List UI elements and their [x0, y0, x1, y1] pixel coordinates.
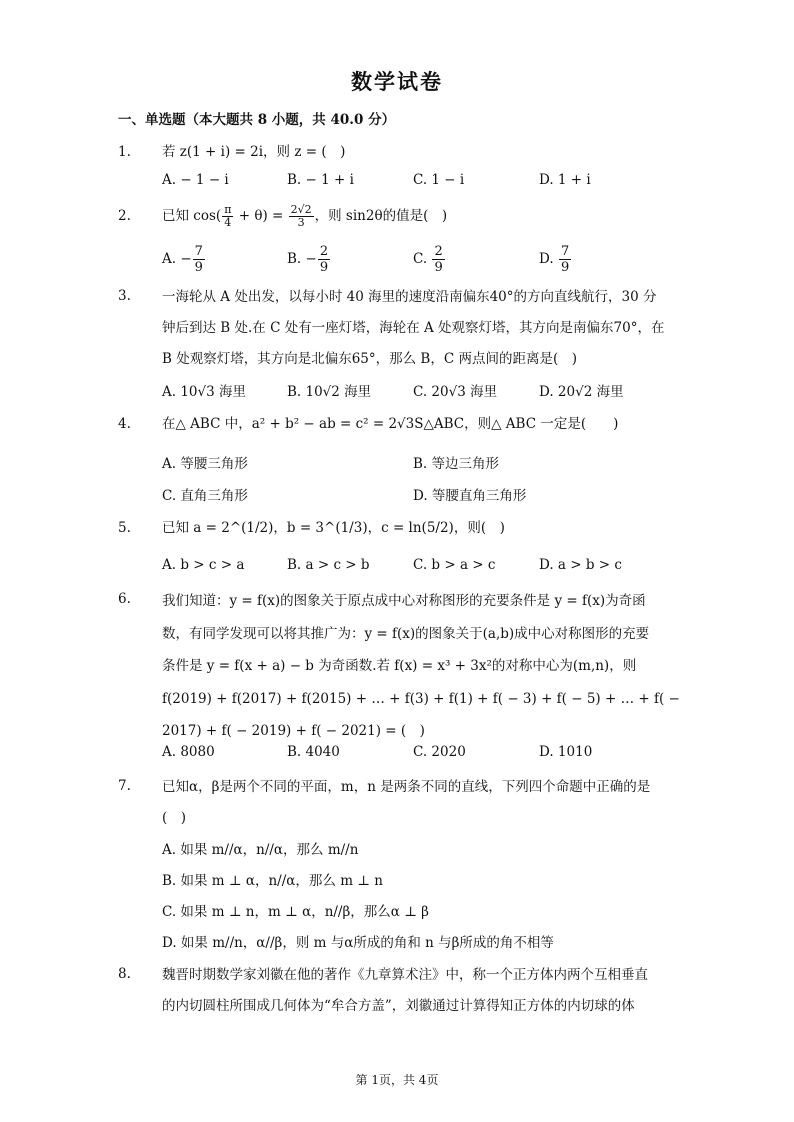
option-b: B. a > c > b — [287, 557, 370, 573]
option-c: C. b > a > c — [413, 557, 496, 573]
question-text: 在△ ABC 中，a² + b² − ab = c² = 2√3S△ABC，则△ ABC 一定是( ) — [162, 416, 619, 432]
question-text: 已知 a = 2^(1/2)，b = 3^(1/3)，c = ln(5/2)，则( ) — [162, 520, 505, 536]
text-line: 条件是 y = f(x + a) − b 为奇函数.若 f(x) = x³ + 3x²的对称中心为(m,n)，则 — [162, 658, 637, 674]
option-d — [539, 244, 572, 275]
option-a — [162, 244, 206, 275]
fraction-denominator: 9 — [194, 260, 203, 275]
option-d: D. 等腰直角三角形 — [413, 488, 527, 504]
text-line: ( ) — [162, 810, 187, 826]
option-d: D. 20√2 海里 — [539, 384, 624, 400]
question-number: 2. — [118, 208, 131, 224]
option-c: C. 20√3 海里 — [413, 384, 498, 400]
page-title: 数学试卷 — [351, 69, 443, 94]
fraction-denominator: 9 — [434, 260, 443, 275]
option-a: A. b > c > a — [162, 557, 245, 573]
question-text — [162, 282, 667, 375]
fraction-numerator: 7 — [560, 244, 570, 259]
fraction-denominator: 9 — [319, 260, 329, 275]
question-number: 5. — [118, 520, 131, 536]
question-text — [162, 772, 667, 834]
option-c: C. 直角三角形 — [162, 488, 248, 504]
option-b: B. 10√2 海里 — [287, 384, 372, 400]
option-b: B. − 1 + i — [287, 172, 354, 188]
question-number: 4. — [118, 416, 131, 432]
option-a: A. 10√3 海里 — [162, 384, 246, 400]
option-d: D. a > b > c — [539, 557, 622, 573]
option-a: A. 等腰三角形 — [162, 456, 248, 472]
text-line: 我们知道：y = f(x)的图象关于原点成中心对称图形的充要条件是 y = f(x)为奇函 — [162, 593, 646, 609]
text-line: 钟后到达 B 处.在 C 处有一座灯塔，海轮在 A 处观察灯塔，其方向是南偏东70°，在 — [162, 320, 665, 336]
option-label: D. — [539, 251, 554, 267]
fraction — [222, 204, 233, 229]
question-text — [162, 202, 667, 230]
question-text — [162, 585, 680, 748]
question-number: 7. — [118, 778, 131, 794]
text-fragment: 已知 cos( — [162, 208, 222, 224]
option-d: D. 1010 — [539, 744, 593, 760]
option-d: D. 如果 m//n，α//β，则 m 与α所成的角和 n 与β所成的角不相等 — [162, 935, 554, 951]
option-c — [413, 244, 446, 275]
fraction-numerator: 7 — [194, 244, 203, 259]
option-a: A. 如果 m//α，n//α，那么 m//n — [162, 842, 359, 858]
text-line: 已知α，β是两个不同的平面，m，n 是两条不同的直线，下列四个命题中正确的是 — [162, 779, 651, 795]
option-b: B. 如果 m ⊥ α，n//α，那么 m ⊥ n — [162, 873, 383, 889]
fraction — [318, 244, 330, 275]
fraction-denominator: 3 — [297, 216, 305, 229]
text-line: 的内切圆柱所围成几何体为“牟合方盖”，刘徽通过计算得知正方体的内切球的体 — [162, 998, 635, 1014]
fraction — [193, 244, 205, 275]
question-number: 1. — [118, 144, 131, 160]
section-heading: 一、单选题（本大题共 8 小题，共 40.0 分） — [118, 112, 396, 128]
text-line: f(2019) + f(2017) + f(2015) + … + f(3) + f(1) + f( − 3) + f( − 5) + … + f( − — [162, 690, 680, 707]
question-number: 6. — [118, 591, 131, 607]
option-a: A. 8080 — [162, 744, 215, 760]
option-c: C. 如果 m ⊥ n，m ⊥ α，n//β，那么α ⊥ β — [162, 904, 429, 920]
text-fragment: ，则 sin2θ的值是( ) — [314, 208, 448, 224]
text-line: 一海轮从 A 处出发，以每小时 40 海里的速度沿南偏东40°的方向直线航行，30 分 — [162, 289, 657, 305]
question-number: 8. — [118, 966, 131, 982]
fraction — [559, 244, 571, 275]
text-line: 2017) + f( − 2019) + f( − 2021) = ( ) — [162, 723, 425, 739]
fraction-denominator: 9 — [560, 260, 570, 275]
fraction-numerator: π — [224, 203, 232, 216]
fraction — [289, 204, 314, 229]
text-line: B 处观察灯塔，其方向是北偏东65°，那么 B，C 两点间的距离是( ) — [162, 351, 578, 367]
option-c: C. 1 − i — [413, 172, 465, 188]
option-b — [287, 244, 331, 275]
option-b: B. 4040 — [287, 744, 340, 760]
option-c: C. 2020 — [413, 744, 466, 760]
fraction-denominator: 4 — [224, 216, 232, 229]
text-fragment: + θ) = — [234, 208, 288, 224]
fraction — [432, 244, 444, 275]
fraction-numerator: 2 — [319, 244, 329, 259]
text-line: 魏晋时期数学家刘徽在他的著作《九章算术注》中，称一个正方体内两个互相垂直 — [162, 967, 648, 983]
fraction-numerator: 2 — [434, 244, 443, 259]
question-text: 若 z(1 + i) = 2i，则 z = ( ) — [162, 144, 346, 160]
fraction-numerator: 2√2 — [290, 203, 312, 216]
option-label: C. — [413, 251, 428, 267]
option-d: D. 1 + i — [539, 172, 591, 188]
question-text — [162, 960, 667, 1022]
text-line: 数，有同学发现可以将其推广为：y = f(x)的图象关于(a,b)成中心对称图形的充要 — [162, 625, 650, 642]
page-footer: 第 1页，共 4页 — [355, 1073, 439, 1087]
question-number: 3. — [118, 288, 131, 304]
option-label: B. − — [287, 251, 317, 267]
option-b: B. 等边三角形 — [413, 456, 500, 472]
option-label: A. − — [162, 251, 192, 267]
option-a: A. − 1 − i — [162, 172, 229, 188]
